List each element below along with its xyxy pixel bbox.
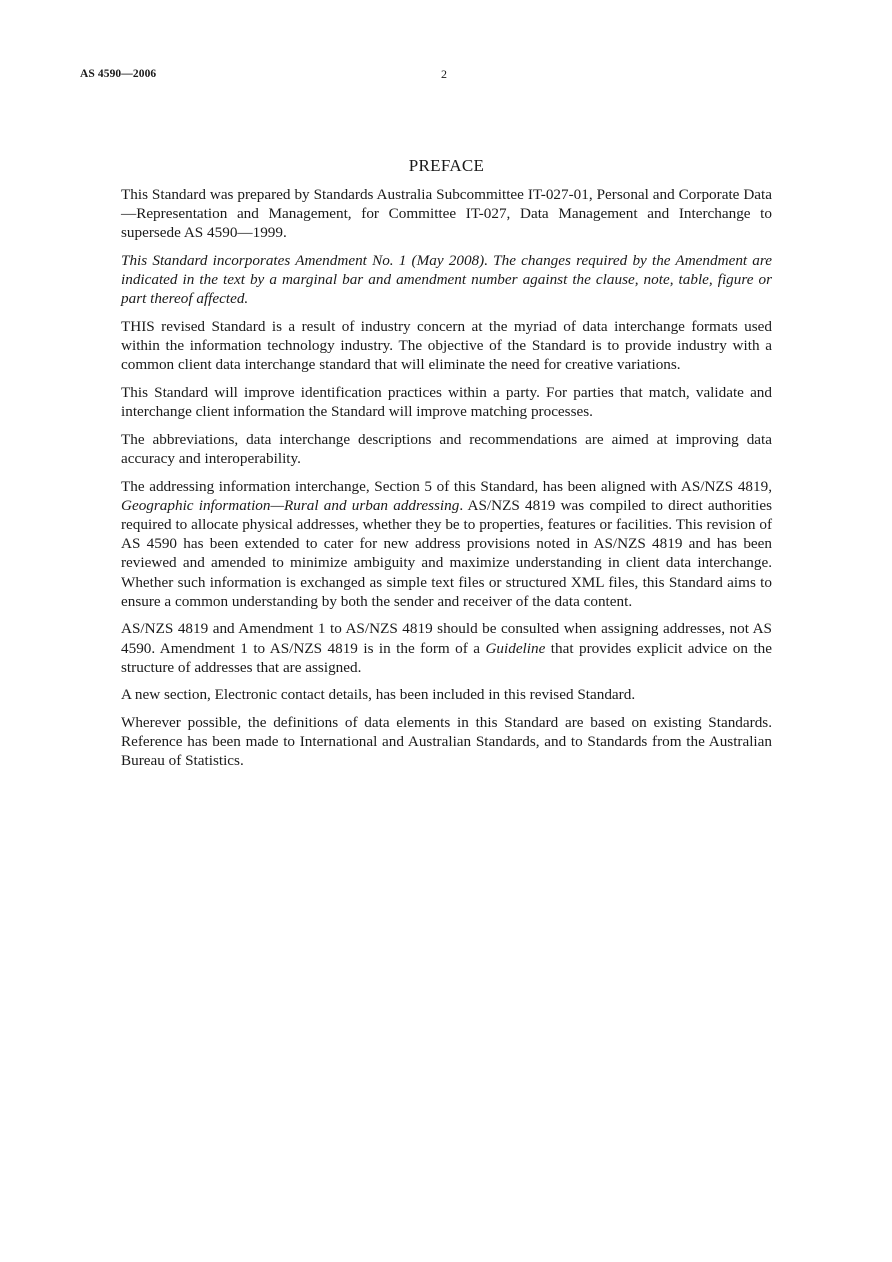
p7-text-end: that provides explicit advice on the structure of addresses that are assigned.: [121, 639, 772, 676]
preface-heading: PREFACE: [408, 156, 485, 175]
p7-guideline-term: Guideline: [485, 639, 546, 657]
amendment-note-paragraph: This Standard incorporates Amendment No. 1 (May 2008). The changes required by the Amendment are indicated in the text by a marginal bar and amendment number against the clause, note, table, figure or part thereof affected.: [121, 252, 772, 308]
preface-paragraph-8: A new section, Electronic contact details, has been included in this revised Standard.: [121, 686, 636, 704]
preface-paragraph-5: The abbreviations, data interchange descriptions and recommendations are aimed at improving data accuracy and interoperability.: [121, 430, 772, 467]
p6-text-start: The addressing information interchange, Section 5 of this Standard, has been aligned with AS/NZS 4819,: [121, 477, 772, 495]
preface-paragraph-6: [121, 477, 772, 611]
preface-paragraph-4: This Standard will improve identification practices within a party. For parties that match, validate and interchange client information the Standard will improve matching processes.: [121, 384, 772, 421]
running-header-doc-id: AS 4590—2006: [80, 68, 157, 80]
preface-paragraph-1: This Standard was prepared by Standards Australia Subcommittee IT-027-01, Personal and Corporate Data—Representation and Management, for Committee IT-027, Data Management and Interchange to supersede AS 4590—1999.: [121, 186, 772, 242]
preface-section: [121, 156, 772, 779]
preface-paragraph-9: Wherever possible, the definitions of data elements in this Standard are based on existing Standards. Reference has been made to International and Australian Standards, and to Standards from the Australian Bureau of Statistics.: [121, 714, 772, 770]
preface-paragraph-7: [121, 619, 772, 677]
p7-text-start: AS/NZS 4819 and Amendment 1 to AS/NZS 4819 should be consulted when assigning addresses, not AS 4590. Amendment 1 to AS/NZS 4819 is in the form of a: [121, 620, 772, 657]
preface-paragraph-3: THIS revised Standard is a result of industry concern at the myriad of data interchange formats used within the information technology industry. The objective of the Standard is to provide industry with a common client data interchange standard that will eliminate the need for creative variations.: [121, 318, 772, 374]
page-number: 2: [441, 67, 447, 81]
p6-cited-title: Geographic information—Rural and urban addressing: [121, 496, 460, 514]
p6-text-end: . AS/NZS 4819 was compiled to direct authorities required to allocate physical addresses, whether they be to properties, features or facilities. This revision of AS 4590 has been extended to cater for new address provisions noted in AS/NZS 4819 and has been reviewed and amended to minimize ambiguity and maximize understanding in client data interchange. Whether such information is exchanged as simple text files or structured XML files, this Standard aims to ensure a common understanding by both the sender and receiver of the data content.: [121, 496, 772, 610]
